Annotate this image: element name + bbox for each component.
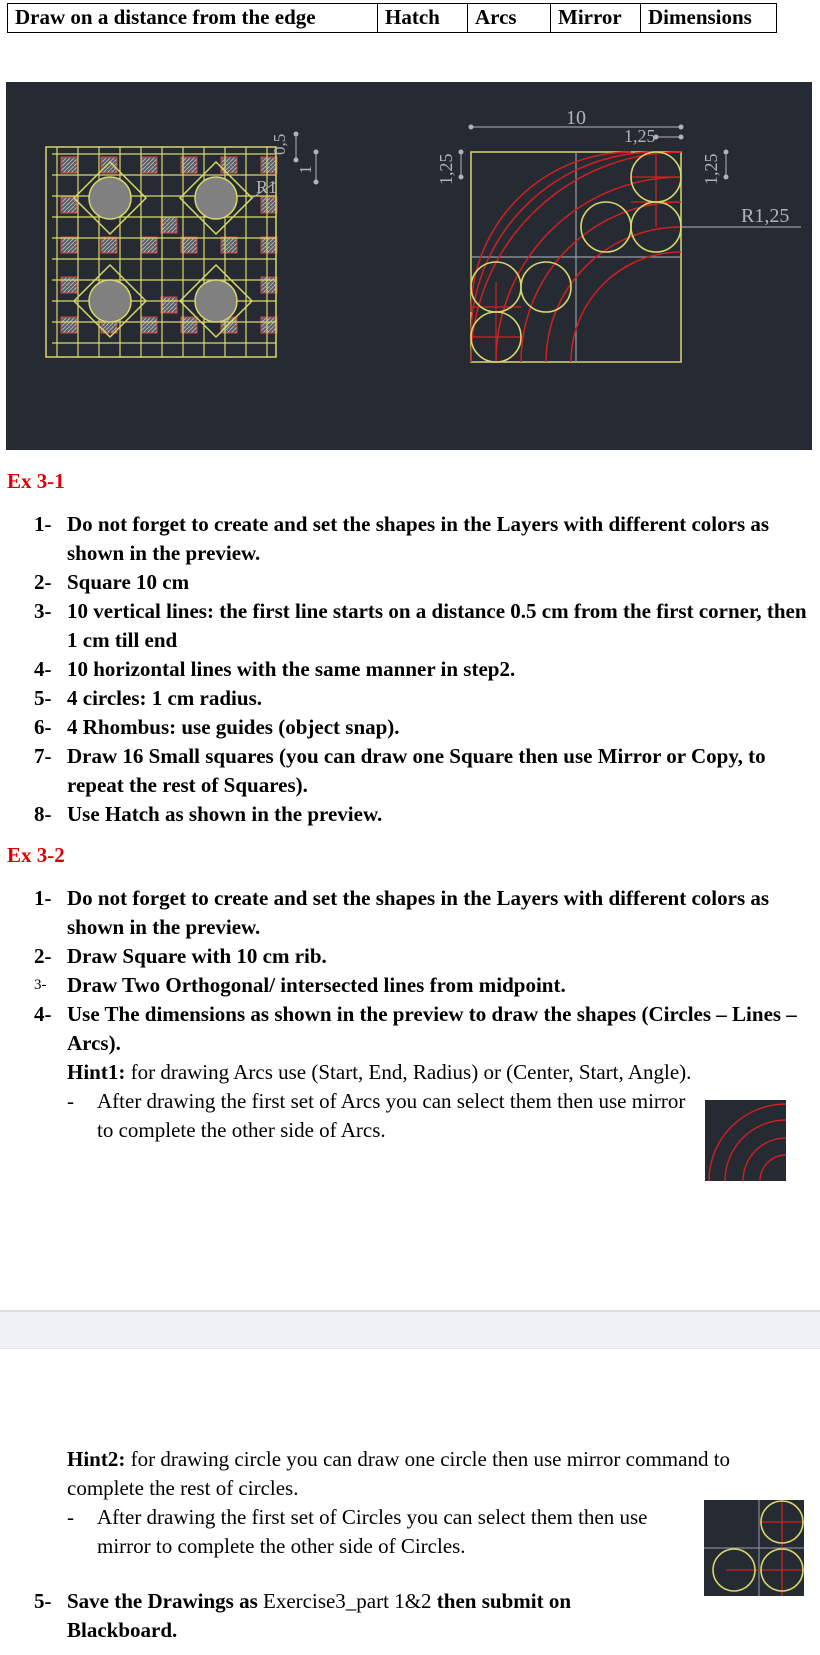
circles-thumbnail-drawing <box>704 1500 804 1596</box>
dim-1-25-right: 1,25 <box>701 153 721 185</box>
list-item: 8- Use Hatch as shown in the preview. <box>34 802 383 826</box>
arcs-thumbnail-drawing <box>705 1100 786 1181</box>
list-item: 1- Do not forget to create and set the shapes in the Layers with different colors as shown in the preview. <box>34 886 770 939</box>
circles-thumbnail <box>704 1500 804 1596</box>
dim-10: 10 <box>566 107 586 129</box>
dim-1-25-left: 1,25 <box>436 153 456 185</box>
tab-arcs: Arcs <box>468 4 551 32</box>
exercise-3-2-drawing <box>436 107 801 362</box>
cad-preview <box>6 82 812 450</box>
tab-draw-distance: Draw on a distance from the edge <box>8 4 378 32</box>
list-item: 5- Save the Drawings as Exercise3_part 1&2 then submit on Blackboard. <box>34 1589 571 1642</box>
list-item: 5- 4 circles: 1 cm radius. <box>34 686 262 710</box>
ex-3-2-final-step <box>34 1587 634 1645</box>
list-item: 1- Do not forget to create and set the shapes in the Layers with different colors as shown in the preview. <box>34 512 770 565</box>
hint-2-sub: - After drawing the first set of Circles you can select them then use mirror to complete the other side of Circles. <box>67 1505 648 1558</box>
dim-0-5: 0,5 <box>270 133 289 155</box>
hint-2-block <box>67 1445 812 1561</box>
ex-3-2-steps <box>34 884 814 1145</box>
ex-3-1-title: Ex 3-1 <box>7 469 65 493</box>
list-item: 4- 10 horizontal lines with the same manner in step2. <box>34 657 516 681</box>
list-item: 4- Use The dimensions as shown in the preview to draw the shapes (Circles – Lines – Arcs). Hint1: for drawing Arcs use (Start, End, Radius) or (Center, Start, Angle). - After drawing the first set of Arcs you can select them then use mirror to complete the other side of Arcs. <box>34 1000 814 1145</box>
list-item: 2- Square 10 cm <box>34 570 190 594</box>
list-item: 6- 4 Rhombus: use guides (object snap). <box>34 715 400 739</box>
tab-hatch: Hatch <box>378 4 468 32</box>
tab-dimensions: Dimensions <box>648 5 752 29</box>
tab-mirror: Mirror <box>551 4 641 32</box>
list-item: 3- 10 vertical lines: the first line starts on a distance 0.5 cm from the first corner, then 1 cm till end <box>34 599 807 652</box>
dim-1: 1 <box>296 165 315 174</box>
exercise-3-1-drawing <box>46 132 319 358</box>
dim-1-25-top: 1,25 <box>624 126 656 146</box>
ex-3-1-steps <box>34 510 814 829</box>
list-item: 7- Draw 16 Small squares (you can draw one Square then use Mirror or Copy, to repeat the rest of Squares). <box>34 744 766 797</box>
hint-1-sub: - After drawing the first set of Arcs you can select them then use mirror to complete the other side of Arcs. <box>67 1089 686 1142</box>
dim-r1-25: R1,25 <box>741 205 790 227</box>
ex-3-2-title: Ex 3-2 <box>7 843 65 867</box>
cad-preview-drawing <box>6 82 812 450</box>
hint-1: Hint1: for drawing Arcs use (Start, End, Radius) or (Center, Start, Angle). <box>67 1060 692 1084</box>
dim-r1: R1 <box>256 177 278 197</box>
topic-tabs <box>7 3 777 33</box>
list-item: 2- Draw Square with 10 cm rib. <box>34 944 327 968</box>
arcs-thumbnail <box>705 1100 786 1181</box>
list-item: 3- Draw Two Orthogonal/ intersected lines from midpoint. <box>34 973 566 997</box>
page-break <box>0 1310 820 1349</box>
hint-2: Hint2: for drawing circle you can draw one circle then use mirror command to complete the rest of circles. <box>67 1447 731 1500</box>
